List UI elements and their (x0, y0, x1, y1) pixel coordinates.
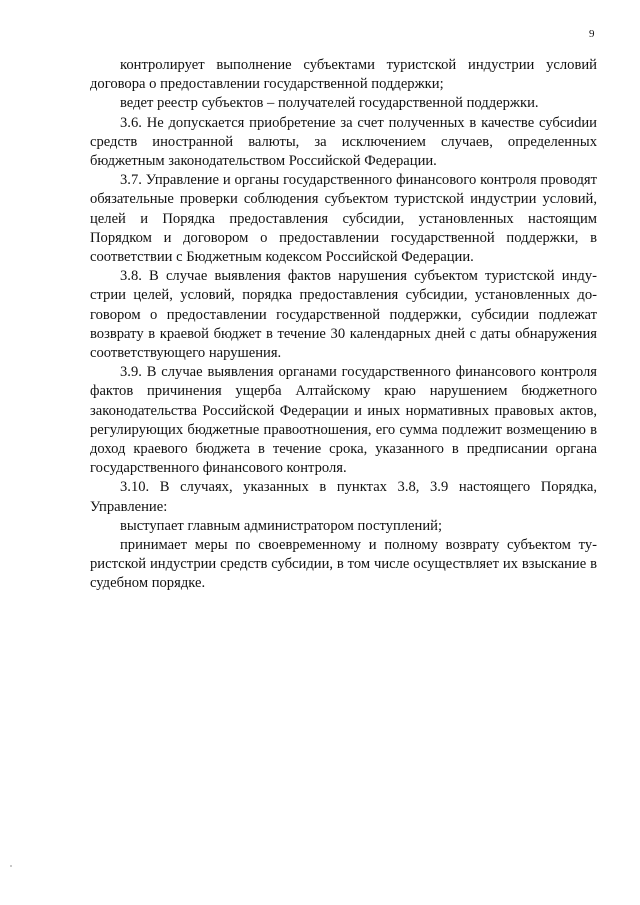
paragraph-refund-measures: принимает меры по своевременному и полному возврату субъектом туристской индустрии средств субсидии, в том числе осуществляет их взыскание в судебном порядке. (90, 537, 597, 592)
paragraph-3-10: 3.10. В случаях, указанных в пунктах 3.8, 3.9 настоящего Порядка, Управление: (90, 479, 597, 515)
paragraph-3-7: 3.7. Управление и органы государственного финансового контроля проводят обязательные проверки соблюдения субъектом туристской индустрии условий, целей и Порядка предоставления субсидии, установленных настоящим Порядком и договором о предоставлении государственной поддержки, в соответствии с Бюджетным кодексом Российской Федерации. (90, 172, 597, 266)
paragraph-3-6: 3.6. Не допускается приобретение за счет полученных в качестве субсиdии средств иностранной валюты, за исключением случаев, определенных бюджетным законодательством Российской Федерации. (90, 114, 597, 170)
paragraph-3-9: 3.9. В случае выявления органами государственного финансового контроля фактов причинения ущерба Алтайскому краю нарушением бюджетного законодательства Российской Федерации и иных нормативных правовых актов, регулирующих бюджетные правоотношения, его сумма подлежит возмещению в доход краевого бюджета в течение срока, указанного в предписании органа государственного финансового контроля. (90, 364, 597, 477)
paragraph-3-8: 3.8. В случае выявления фактов нарушения субъектом туристской индустрии целей, условий, порядка предоставления субсидии, установленных договором о предоставлении государственной поддержки, субсидии подлежат возврату в краевой бюджет в течение 30 календарных дней с даты обнаружения соответствующего нарушения. (90, 268, 597, 362)
paragraph-registry: ведет реестр субъектов – получателей государственной поддержки. (120, 95, 539, 112)
paragraph-chief-administrator: выступает главным администратором поступлений; (120, 517, 443, 534)
page-number: 9 (589, 28, 595, 40)
paragraph-control-execution: контролирует выполнение субъектами туристской индустрии условий договора о предоставлении государственной поддержки; (90, 57, 597, 93)
document-body (90, 56, 597, 594)
scan-speck (10, 865, 12, 867)
